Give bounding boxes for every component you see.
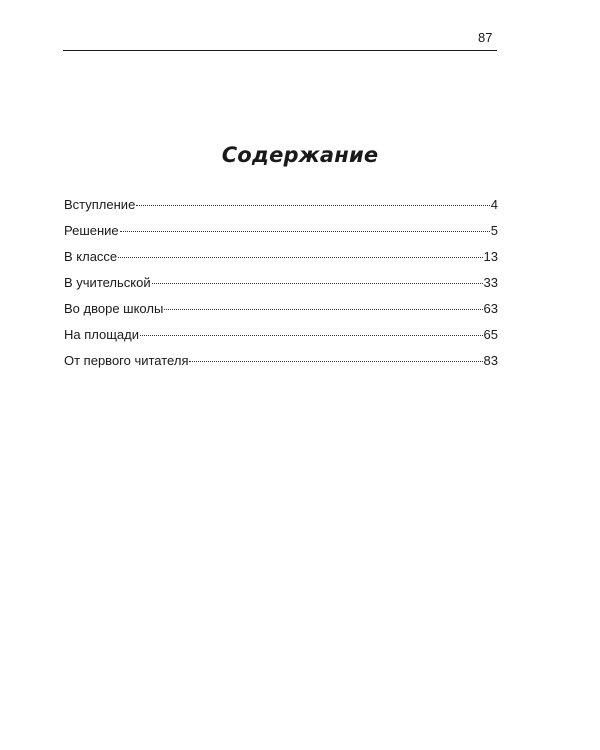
toc-dot-leader xyxy=(136,205,489,206)
toc-dot-leader xyxy=(152,283,483,284)
toc-entry-page: 63 xyxy=(483,301,498,316)
toc-dot-leader xyxy=(118,257,482,258)
toc-dot-leader xyxy=(164,309,482,310)
toc-entry-schoolyard xyxy=(64,301,498,327)
toc-entry-page: 4 xyxy=(490,197,498,212)
toc-entry-page: 65 xyxy=(483,327,498,342)
toc-entry-decision xyxy=(64,223,498,249)
toc-entry-teachers-room xyxy=(64,275,498,301)
toc-title: Содержание xyxy=(221,143,379,167)
toc-entry-page: 83 xyxy=(483,353,498,368)
toc-entry-page: 13 xyxy=(483,249,498,264)
toc-entry-label: От первого читателя xyxy=(64,353,189,368)
toc-entry-first-reader xyxy=(64,353,498,379)
table-of-contents xyxy=(64,197,498,379)
toc-entry-label: На площади xyxy=(64,327,140,342)
toc-entry-introduction xyxy=(64,197,498,223)
toc-entry-page: 33 xyxy=(483,275,498,290)
toc-dot-leader xyxy=(120,231,490,232)
toc-entry-label: Решение xyxy=(64,223,119,238)
toc-entry-square xyxy=(64,327,498,353)
toc-entry-label: В учительской xyxy=(64,275,151,290)
toc-dot-leader xyxy=(189,361,482,362)
toc-entry-label: Во дворе школы xyxy=(64,301,164,316)
header-rule xyxy=(63,50,497,51)
toc-entry-in-class xyxy=(64,249,498,275)
toc-entry-label: Вступление xyxy=(64,197,136,212)
toc-dot-leader xyxy=(140,335,483,336)
toc-entry-page: 5 xyxy=(490,223,498,238)
toc-entry-label: В классе xyxy=(64,249,118,264)
page-number: 87 xyxy=(478,30,493,45)
